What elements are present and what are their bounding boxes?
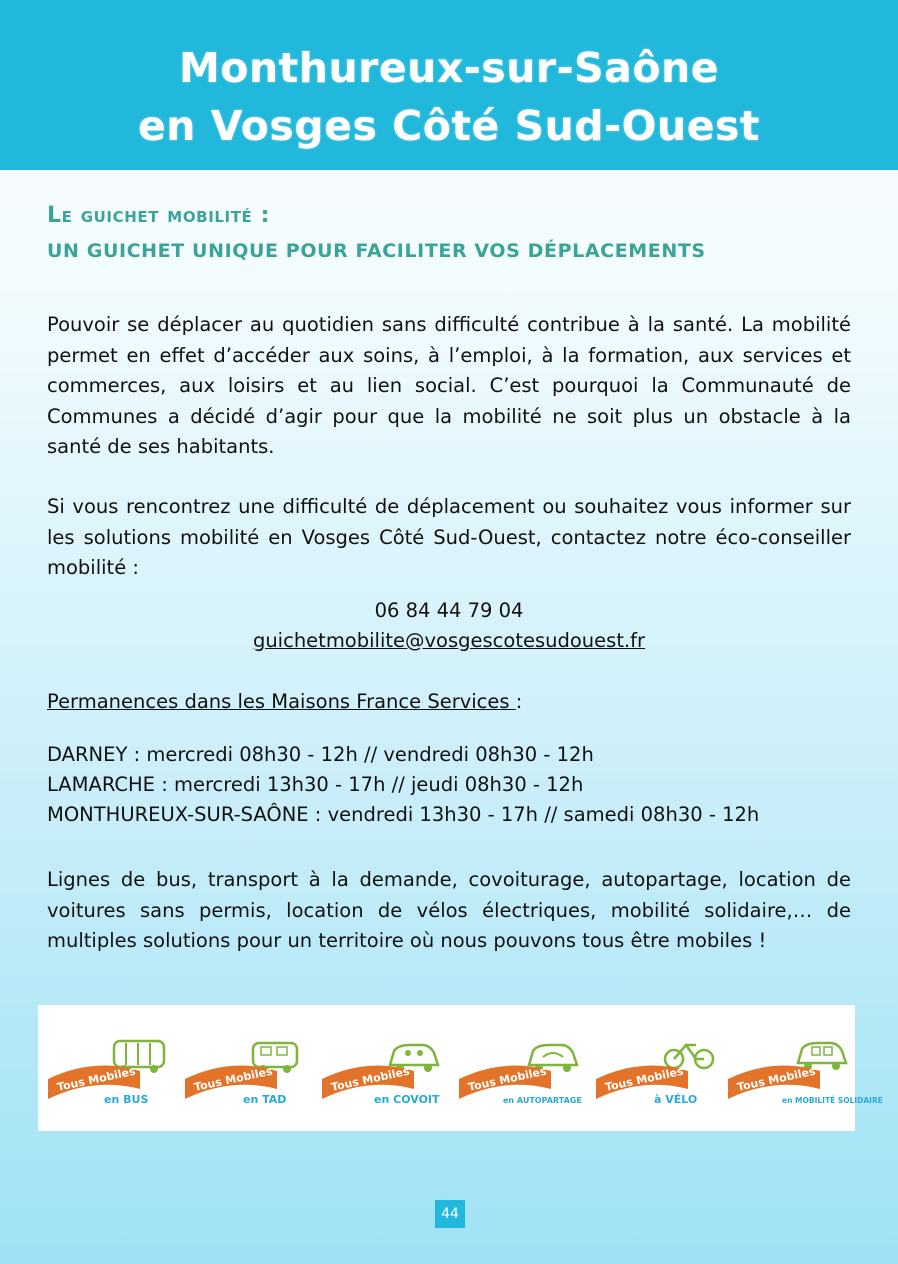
logo-sub-text: en TAD xyxy=(243,1093,287,1106)
logo-sub-text: en BUS xyxy=(104,1093,149,1106)
logo-tous-mobiles-covoit xyxy=(318,1027,448,1111)
contact-intro-paragraph: Si vous rencontrez une difficulté de déplacement ou souhaitez vous informer sur les solutions mobilité en Vosges Côté Sud-Ouest, contactez notre éco-conseiller mobilité : xyxy=(47,495,851,579)
page-title-line1: Monthureux-sur-Saône xyxy=(179,44,719,92)
logo-sub-text: en AUTOPARTAGE xyxy=(503,1096,582,1105)
logo-tous-mobiles-velo xyxy=(592,1027,722,1111)
logo-brand-text: Tous Mobiles xyxy=(55,1064,137,1094)
section-heading-line2: UN GUICHET UNIQUE POUR FACILITER VOS DÉPLACEMENTS xyxy=(47,240,706,262)
permanences-title-text: Permanences dans les Maisons France Services xyxy=(47,690,516,713)
logo-tous-mobiles-solidaire xyxy=(724,1027,883,1111)
header-banner xyxy=(0,0,898,170)
schedule-darney: DARNEY : mercredi 08h30 - 12h // vendredi 08h30 - 12h xyxy=(47,743,594,766)
intro-paragraph: Pouvoir se déplacer au quotidien sans difficulté contribue à la santé. La mobilité permet en effet d’accéder aux soins, à l’emploi, à la formation, aux services et commerces, aux loisirs et au lien social. C’est pourquoi la Communauté de Communes a décidé d’agir pour que la mobilité ne soit plus un obstacle à la santé de ses habitants. xyxy=(47,313,851,458)
closing-paragraph: Lignes de bus, transport à la demande, covoiturage, autopartage, location de voitures sans permis, location de vélos électriques, mobilité solidaire,… de multiples solutions pour un territoire où nous pouvons tous être mobiles ! xyxy=(47,868,851,952)
logo-tous-mobiles-tad xyxy=(181,1027,311,1111)
logo-brand-text: Tous Mobiles xyxy=(603,1064,685,1094)
page-title-line2: en Vosges Côté Sud-Ouest xyxy=(137,102,761,150)
schedule-lamarche: LAMARCHE : mercredi 13h30 - 17h // jeudi 08h30 - 12h xyxy=(47,773,584,796)
email-link[interactable]: guichetmobilite@vosgescotesudouest.fr xyxy=(252,629,646,652)
page-number: 44 xyxy=(435,1200,465,1228)
section-heading-line1: Le guichet mobilité : xyxy=(47,203,271,228)
permanences-title-colon: : xyxy=(515,690,523,713)
phone-number: 06 84 44 79 04 xyxy=(374,599,524,622)
logo-sub-text: à VÉLO xyxy=(654,1093,698,1106)
schedule-monthureux: MONTHUREUX-SUR-SAÔNE : vendredi 13h30 - 17h // samedi 08h30 - 12h xyxy=(47,803,760,826)
mobility-logos-strip xyxy=(38,1005,883,1131)
logo-sub-text: en COVOIT xyxy=(374,1093,440,1106)
logo-sub-text: en MOBILITÉ SOLIDAIRE xyxy=(782,1096,883,1105)
logo-brand-text: Tous Mobiles xyxy=(192,1064,274,1094)
logo-tous-mobiles-autopartage xyxy=(455,1027,585,1111)
logo-brand-text: Tous Mobiles xyxy=(329,1064,411,1094)
logo-tous-mobiles-bus xyxy=(44,1027,174,1111)
permanences-title xyxy=(47,690,522,713)
logo-brand-text: Tous Mobiles xyxy=(735,1064,817,1094)
logo-brand-text: Tous Mobiles xyxy=(466,1064,548,1094)
bike-icon xyxy=(665,1045,713,1068)
